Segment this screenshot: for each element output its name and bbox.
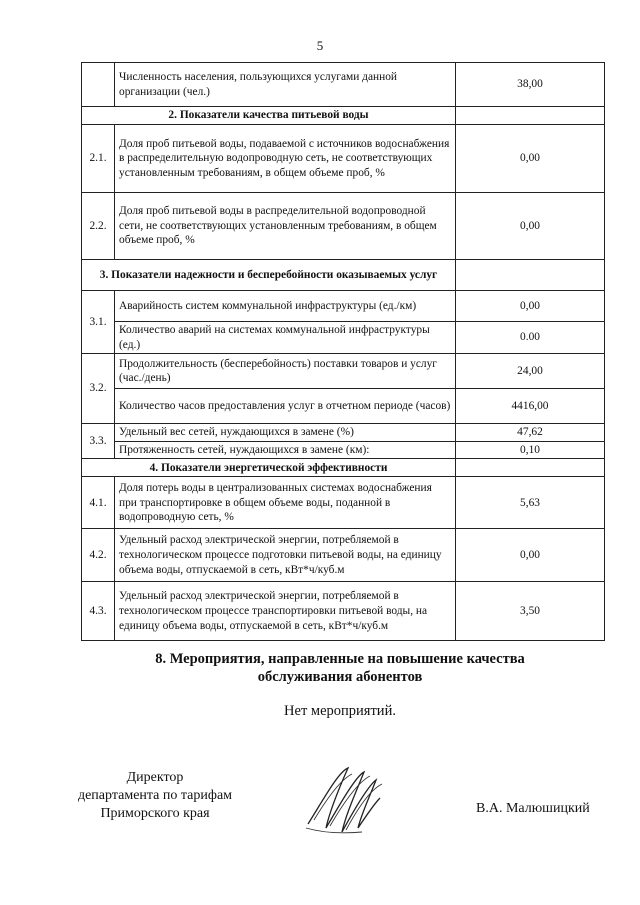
indicator-name: Удельный вес сетей, нуждающихся в замене (%)	[115, 424, 456, 442]
signatory-title-line1: Директор	[126, 770, 184, 785]
section-header-row	[82, 107, 605, 125]
indicator-name: Продолжительность (бесперебойность) поставки товаров и услуг (час./день)	[115, 354, 456, 389]
row-number: 3.1.	[82, 291, 115, 354]
indicator-name: Количество часов предоставления услуг в отчетном периоде (часов)	[115, 389, 456, 424]
handwritten-signature	[300, 762, 390, 842]
indicator-value: 0,00	[456, 125, 605, 193]
indicator-value: 0,00	[456, 193, 605, 260]
indicator-name: Доля проб питьевой воды в распределительной водопроводной сети, не соответствующих установленным требованиям, в общем объеме проб, %	[115, 193, 456, 260]
indicator-value: 24,00	[456, 354, 605, 389]
table-row	[82, 63, 605, 107]
indicator-name: Удельный расход электрической энергии, потребляемой в технологическом процессе подготовки питьевой воды, на единицу объема воды, отпускаемой в сеть, кВт*ч/куб.м	[115, 529, 456, 582]
indicator-value: 0,00	[456, 291, 605, 322]
indicator-value: 5,63	[456, 477, 605, 529]
section-8-heading	[0, 650, 640, 686]
indicator-value: 0,10	[456, 441, 605, 459]
row-number: 4.3.	[82, 582, 115, 641]
table-row	[82, 291, 605, 322]
table-row	[82, 441, 605, 459]
indicator-name: Удельный расход электрической энергии, потребляемой в технологическом процессе транспортировки питьевой воды, на единицу объема воды, отпускаемой в сеть, кВт*ч/куб.м	[115, 582, 456, 641]
table-row	[82, 389, 605, 424]
table-row	[82, 193, 605, 260]
table-row	[82, 477, 605, 529]
signatory-title	[60, 769, 250, 823]
table-row	[82, 125, 605, 193]
indicator-value: 3,50	[456, 582, 605, 641]
signatory-title-line3: Приморского края	[100, 805, 210, 821]
no-events-text: Нет мероприятий.	[284, 703, 396, 719]
row-number: 4.1.	[82, 477, 115, 529]
section-8-heading-line2: обслуживания абонентов	[257, 669, 423, 686]
indicator-value: 4416,00	[456, 389, 605, 424]
indicator-value: 0.00	[456, 322, 605, 354]
indicator-name: Аварийность систем коммунальной инфраструктуры (ед./км)	[115, 291, 456, 322]
table-row	[82, 424, 605, 442]
indicators-table	[81, 62, 605, 641]
signatory-title-line2: департамента по тарифам	[77, 787, 233, 803]
indicator-name: Доля проб питьевой воды, подаваемой с источников водоснабжения в распределительную водопроводную сеть, не соответствующих установленным требованиям, в общем объеме проб, %	[115, 125, 456, 193]
empty-cell	[456, 107, 605, 125]
indicator-value: 47,62	[456, 424, 605, 442]
indicator-value: 38,00	[456, 63, 605, 107]
indicator-name: Численность населения, пользующихся услугами данной организации (чел.)	[115, 63, 456, 107]
table-row	[82, 529, 605, 582]
row-number: 2.2.	[82, 193, 115, 260]
section-title: 3. Показатели надежности и бесперебойности оказываемых услуг	[82, 260, 456, 291]
indicator-name: Протяженность сетей, нуждающихся в замене (км):	[115, 441, 456, 459]
indicator-name: Доля потерь воды в централизованных системах водоснабжения при транспортировке в общем объеме воды, поданной в водопроводную сеть, %	[115, 477, 456, 529]
page-number: 5	[316, 38, 324, 53]
row-number: 2.1.	[82, 125, 115, 193]
indicator-name: Количество аварий на системах коммунальной инфраструктуры (ед.)	[115, 322, 456, 354]
empty-cell	[456, 459, 605, 477]
row-number: 4.2.	[82, 529, 115, 582]
table-row	[82, 582, 605, 641]
signatory-name: В.А. Малюшицкий	[476, 801, 590, 816]
indicator-value: 0,00	[456, 529, 605, 582]
section-header-row	[82, 459, 605, 477]
table-row	[82, 322, 605, 354]
section-header-row	[82, 260, 605, 291]
section-title: 4. Показатели энергетической эффективности	[82, 459, 456, 477]
empty-cell	[456, 260, 605, 291]
row-number: 3.3.	[82, 424, 115, 459]
row-number: 3.2.	[82, 354, 115, 424]
row-number	[82, 63, 115, 107]
section-8-heading-line1: 8. Мероприятия, направленные на повышение качества	[155, 651, 525, 667]
section-title: 2. Показатели качества питьевой воды	[82, 107, 456, 125]
table-row	[82, 354, 605, 389]
